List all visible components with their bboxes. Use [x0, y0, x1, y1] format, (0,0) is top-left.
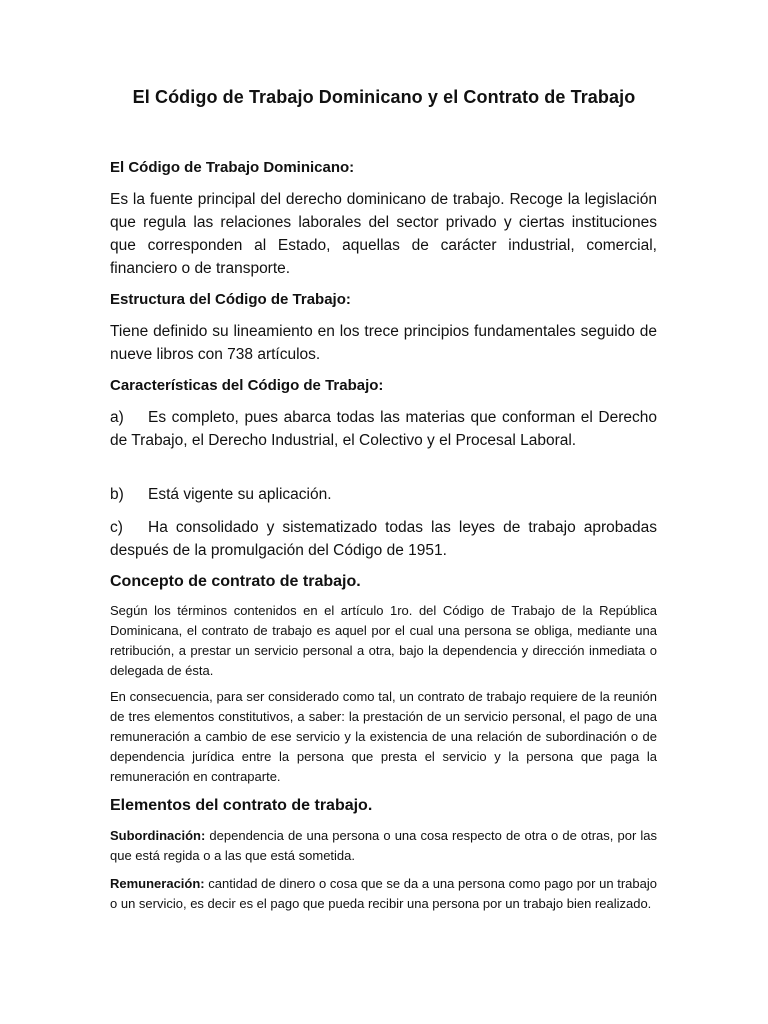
paragraph-concepto-2: En consecuencia, para ser considerado como tal, un contrato de trabajo requiere de la reunión de tres elementos constitutivos, a saber: la prestación de un servicio personal, el pago de una remuneración a cambio de ese servicio y la existencia de una relación de subordinación o de dependencia jurídica entre la persona que presta el servicio y la persona que paga la remuneración en contraparte. [110, 689, 657, 784]
list-item-text: Ha consolidado y sistematizado todas las leyes de trabajo aprobadas después de la promulgación del Código de 1951. [110, 519, 657, 559]
list-item [110, 516, 657, 562]
list-item-marker: c) [110, 519, 123, 536]
section-heading-codigo: El Código de Trabajo Dominicano: [110, 159, 355, 176]
list-item [110, 406, 657, 452]
paragraph-codigo: Es la fuente principal del derecho dominicano de trabajo. Recoge la legislación que regula las relaciones laborales del sector privado y ciertas instituciones que corresponden al Estado, aquellas de carácter industrial, comercial, financiero o de transporte. [110, 191, 657, 277]
section-heading-elementos: Elementos del contrato de trabajo. [110, 797, 373, 814]
list-item-text: Es completo, pues abarca todas las materias que conforman el Derecho de Trabajo, el Derecho Industrial, el Colectivo y el Procesal Laboral. [110, 409, 657, 449]
definition-term: Remuneración: [110, 876, 205, 891]
definition-remuneracion [110, 874, 657, 914]
list-item-marker: b) [110, 486, 124, 503]
definition-text: dependencia de una persona o una cosa respecto de otra o de otras, por las que está regida o a las que está sometida. [110, 828, 657, 863]
list-item-text: Está vigente su aplicación. [148, 486, 332, 503]
definition-term: Subordinación: [110, 828, 206, 843]
document-title: El Código de Trabajo Dominicano y el Contrato de Trabajo [132, 87, 636, 107]
section-heading-caracteristicas: Características del Código de Trabajo: [110, 377, 384, 394]
section-heading-concepto: Concepto de contrato de trabajo. [110, 573, 361, 590]
section-heading-estructura: Estructura del Código de Trabajo: [110, 291, 351, 308]
definition-text: cantidad de dinero o cosa que se da a una persona como pago por un trabajo o un servicio, es decir es el pago que pueda recibir una persona por un trabajo bien realizado. [110, 876, 657, 911]
list-item [110, 483, 657, 506]
paragraph-estructura: Tiene definido su lineamiento en los trece principios fundamentales seguido de nueve libros con 738 artículos. [110, 323, 657, 363]
list-item-marker: a) [110, 409, 124, 426]
paragraph-concepto-1: Según los términos contenidos en el artículo 1ro. del Código de Trabajo de la República Dominicana, el contrato de trabajo es aquel por el cual una persona se obliga, mediante una retribución, a prestar un servicio personal a otra, bajo la dependencia y dirección inmediata o delegada de ésta. [110, 603, 657, 678]
definition-subordinacion [110, 826, 657, 866]
